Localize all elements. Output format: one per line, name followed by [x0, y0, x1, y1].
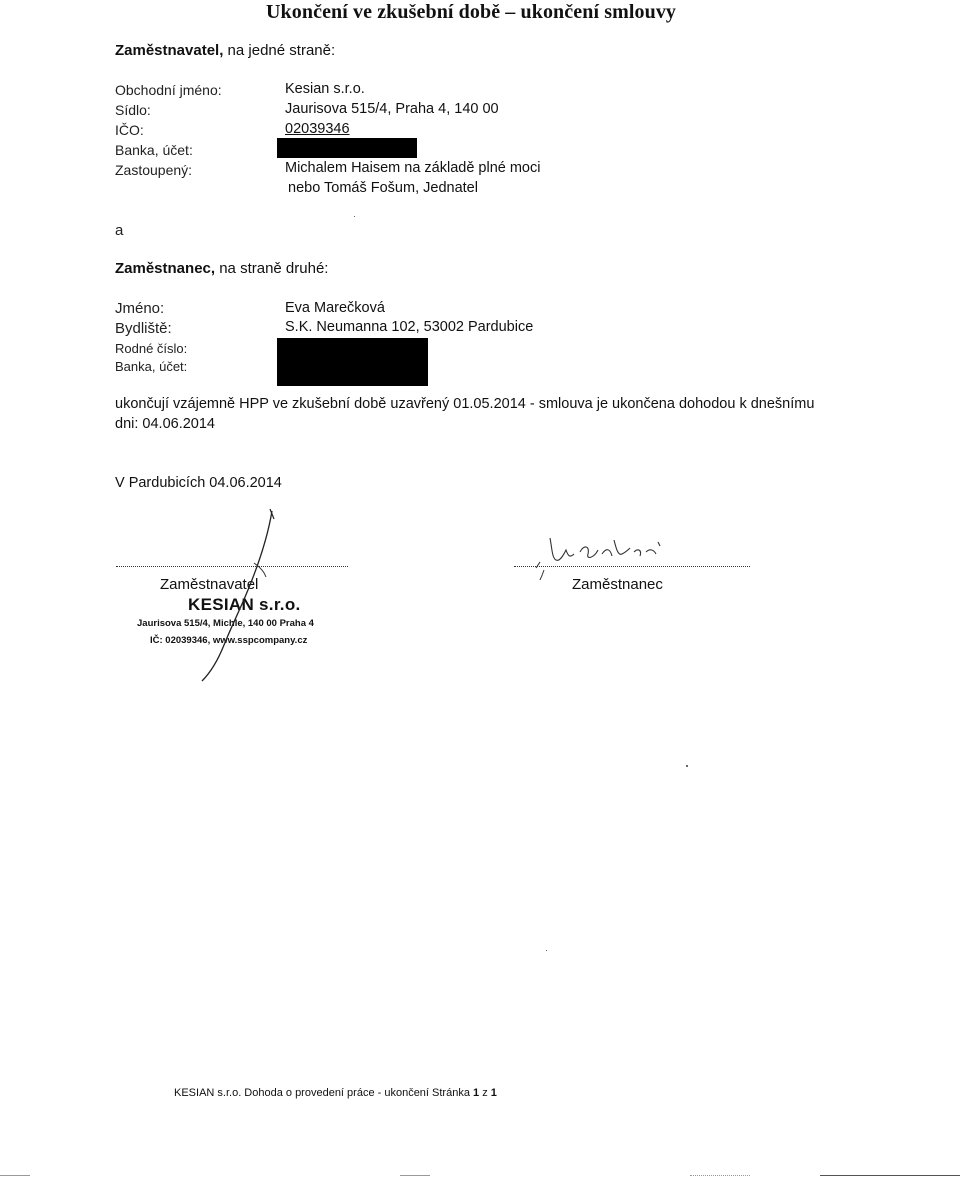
label-bank-account: Banka, účet:	[115, 142, 193, 158]
label-employee-bank: Banka, účet:	[115, 359, 188, 374]
stamp-address: Jaurisova 515/4, Michle, 140 00 Praha 4	[137, 618, 314, 629]
scan-edge-mark	[690, 1175, 750, 1176]
represented-line-1: Michalem Haisem na základě plné moci	[285, 160, 541, 176]
employer-heading	[115, 42, 335, 59]
label-name: Jméno:	[115, 300, 165, 317]
employer-heading-rest: na jedné straně:	[223, 42, 336, 59]
employer-signature-caption: Zaměstnavatel	[160, 576, 259, 593]
employee-heading-rest: na straně druhé:	[215, 260, 329, 277]
label-company-name: Obchodní jméno:	[115, 82, 222, 98]
label-birth-number: Rodné číslo:	[115, 341, 188, 356]
statement-line-2: dni: 04.06.2014	[115, 416, 215, 432]
employee-signature-caption: Zaměstnanec	[572, 576, 663, 593]
scan-speck	[354, 216, 355, 217]
scan-edge-mark	[820, 1175, 960, 1176]
stamp-ico-web: IČ: 02039346, www.sspcompany.cz	[150, 635, 308, 646]
seat-value: Jaurisova 515/4, Praha 4, 140 00	[285, 101, 499, 117]
employee-address-value: S.K. Neumanna 102, 53002 Pardubice	[285, 319, 534, 335]
employee-heading	[115, 260, 328, 277]
footer-of: z	[479, 1087, 491, 1099]
ico-value: 02039346	[285, 121, 350, 137]
redacted-bank-account	[277, 138, 417, 158]
represented-line-2: nebo Tomáš Fošum, Jednatel	[288, 180, 478, 196]
company-name-value: Kesian s.r.o.	[285, 81, 365, 97]
scan-edge-mark	[0, 1175, 30, 1176]
label-ico: IČO:	[115, 122, 144, 138]
stamp-company-name: KESIAN s.r.o.	[188, 595, 301, 614]
scan-speck	[686, 765, 688, 767]
scan-edge-mark	[400, 1175, 430, 1176]
redacted-birth-number-bank	[277, 338, 428, 386]
scan-speck	[546, 950, 547, 951]
place-date: V Pardubicích 04.06.2014	[115, 475, 282, 491]
employer-signature-stroke	[180, 505, 290, 685]
label-represented: Zastoupený:	[115, 162, 193, 178]
footer-text: KESIAN s.r.o. Dohoda o provedení práce - ukončení Stránka	[174, 1087, 474, 1099]
label-seat: Sídlo:	[115, 102, 151, 118]
conjunction: a	[115, 222, 124, 239]
employee-name-value: Eva Marečková	[285, 300, 385, 316]
employee-heading-bold: Zaměstnanec,	[115, 260, 216, 277]
footer-page-number: 1	[473, 1087, 480, 1099]
employee-signature-stroke	[530, 530, 670, 580]
statement-line-1: ukončují vzájemně HPP ve zkušební době uzavřený 01.05.2014 - smlouva je ukončena dohodou k dnešnímu	[115, 396, 815, 412]
footer-page-total: 1	[490, 1087, 497, 1099]
page-footer	[174, 1087, 497, 1099]
label-residence: Bydliště:	[115, 320, 172, 337]
document-title: Ukončení ve zkušební době – ukončení smlouvy	[266, 1, 677, 23]
employer-heading-bold: Zaměstnavatel,	[115, 42, 224, 59]
